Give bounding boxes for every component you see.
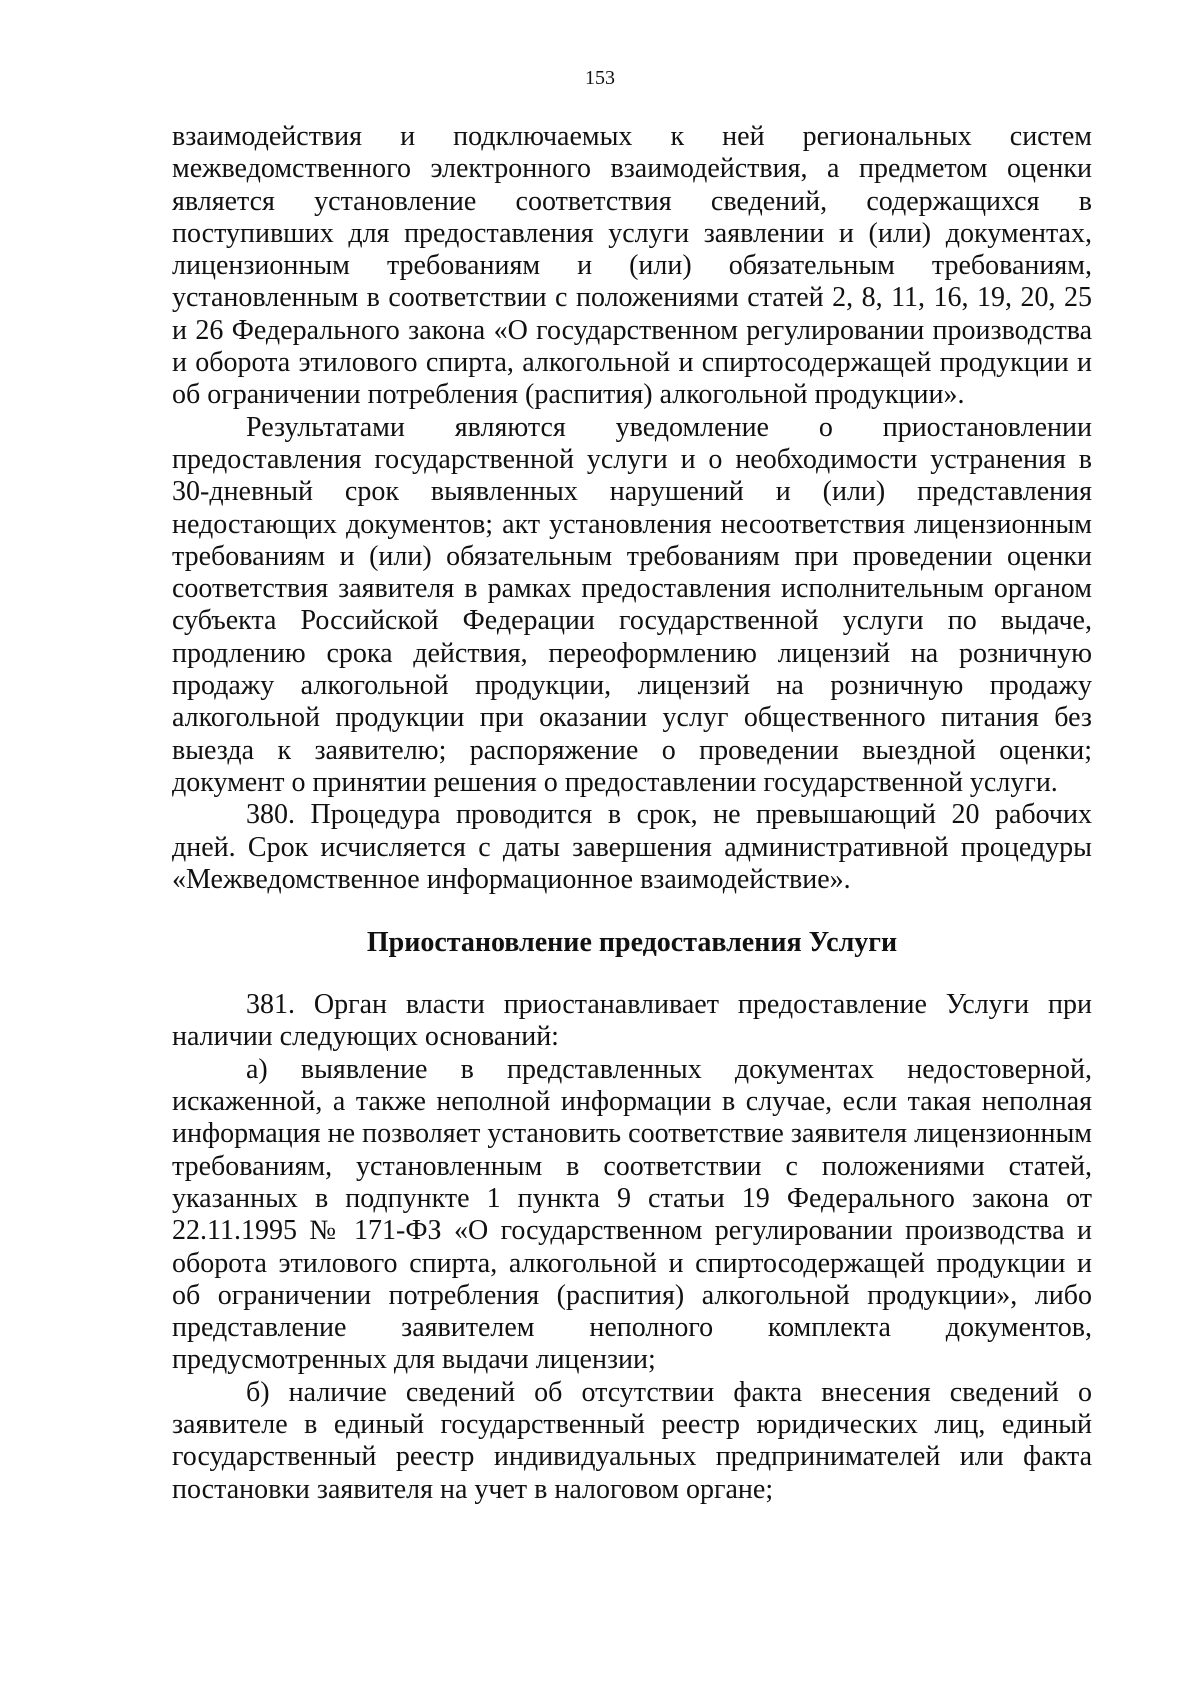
paragraph-continuation: взаимодействия и подключаемых к ней региональных систем межведомственного электронного взаимодействия, а предметом оценки является установление соответствия сведений, содержащихся в поступивших для предоставления услуги заявлении и (или) документах, лицензионным требованиям и (или) обязательным требованиям, установленным в соответствии с положениями статей 2, 8, 11, 16, 19, 20, 25 и 26 Федерального закона «О государственном регулировании производства и оборота этилового спирта, алкогольной и спиртосодержащей продукции и об ограничении потребления (распития) алкогольной продукции».	[172, 121, 1092, 411]
paragraph-381-a: а) выявление в представленных документах недостоверной, искаженной, а также неполной информации в случае, если такая неполная информация не позволяет установить соответствие заявителя лицензионным требованиям, установленным в соответствии с положениями статей, указанных в подпункте 1 пункта 9 статьи 19 Федерального закона от 22.11.1995 № 171-ФЗ «О государственном регулировании производства и оборота этилового спирта, алкогольной и спиртосодержащей продукции и об ограничении потребления (распития) алкогольной продукции», либо представление заявителем неполного комплекта документов, предусмотренных для выдачи лицензии;	[172, 1053, 1092, 1376]
document-body	[172, 121, 1092, 1506]
paragraph-results: Результатами являются уведомление о приостановлении предоставления государственной услуги и о необходимости устранения в 30-дневный срок выявленных нарушений и (или) представления недостающих документов; акт установления несоответствия лицензионным требованиям и (или) обязательным требованиям при проведении оценки соответствия заявителя в рамках предоставления исполнительным органом субъекта Российской Федерации государственной услуги по выдаче, продлению срока действия, переоформлению лицензий на розничную продажу алкогольной продукции, лицензий на розничную продажу алкогольной продукции при оказании услуг общественного питания без выезда к заявителю; распоряжение о проведении выездной оценки; документ о принятии решения о предоставлении государственной услуги.	[172, 411, 1092, 798]
paragraph-381: 381. Орган власти приостанавливает предоставление Услуги при наличии следующих оснований:	[172, 989, 1092, 1053]
paragraph-381-b: б) наличие сведений об отсутствии факта внесения сведений о заявителе в единый государственный реестр юридических лиц, единый государственный реестр индивидуальных предпринимателей или факта постановки заявителя на учет в налоговом органе;	[172, 1376, 1092, 1505]
paragraph-380: 380. Процедура проводится в срок, не превышающий 20 рабочих дней. Срок исчисляется с даты завершения административной процедуры «Межведомственное информационное взаимодействие».	[172, 799, 1092, 895]
page-number: 153	[585, 67, 615, 89]
section-heading: Приостановление предоставления Услуги	[366, 927, 898, 959]
